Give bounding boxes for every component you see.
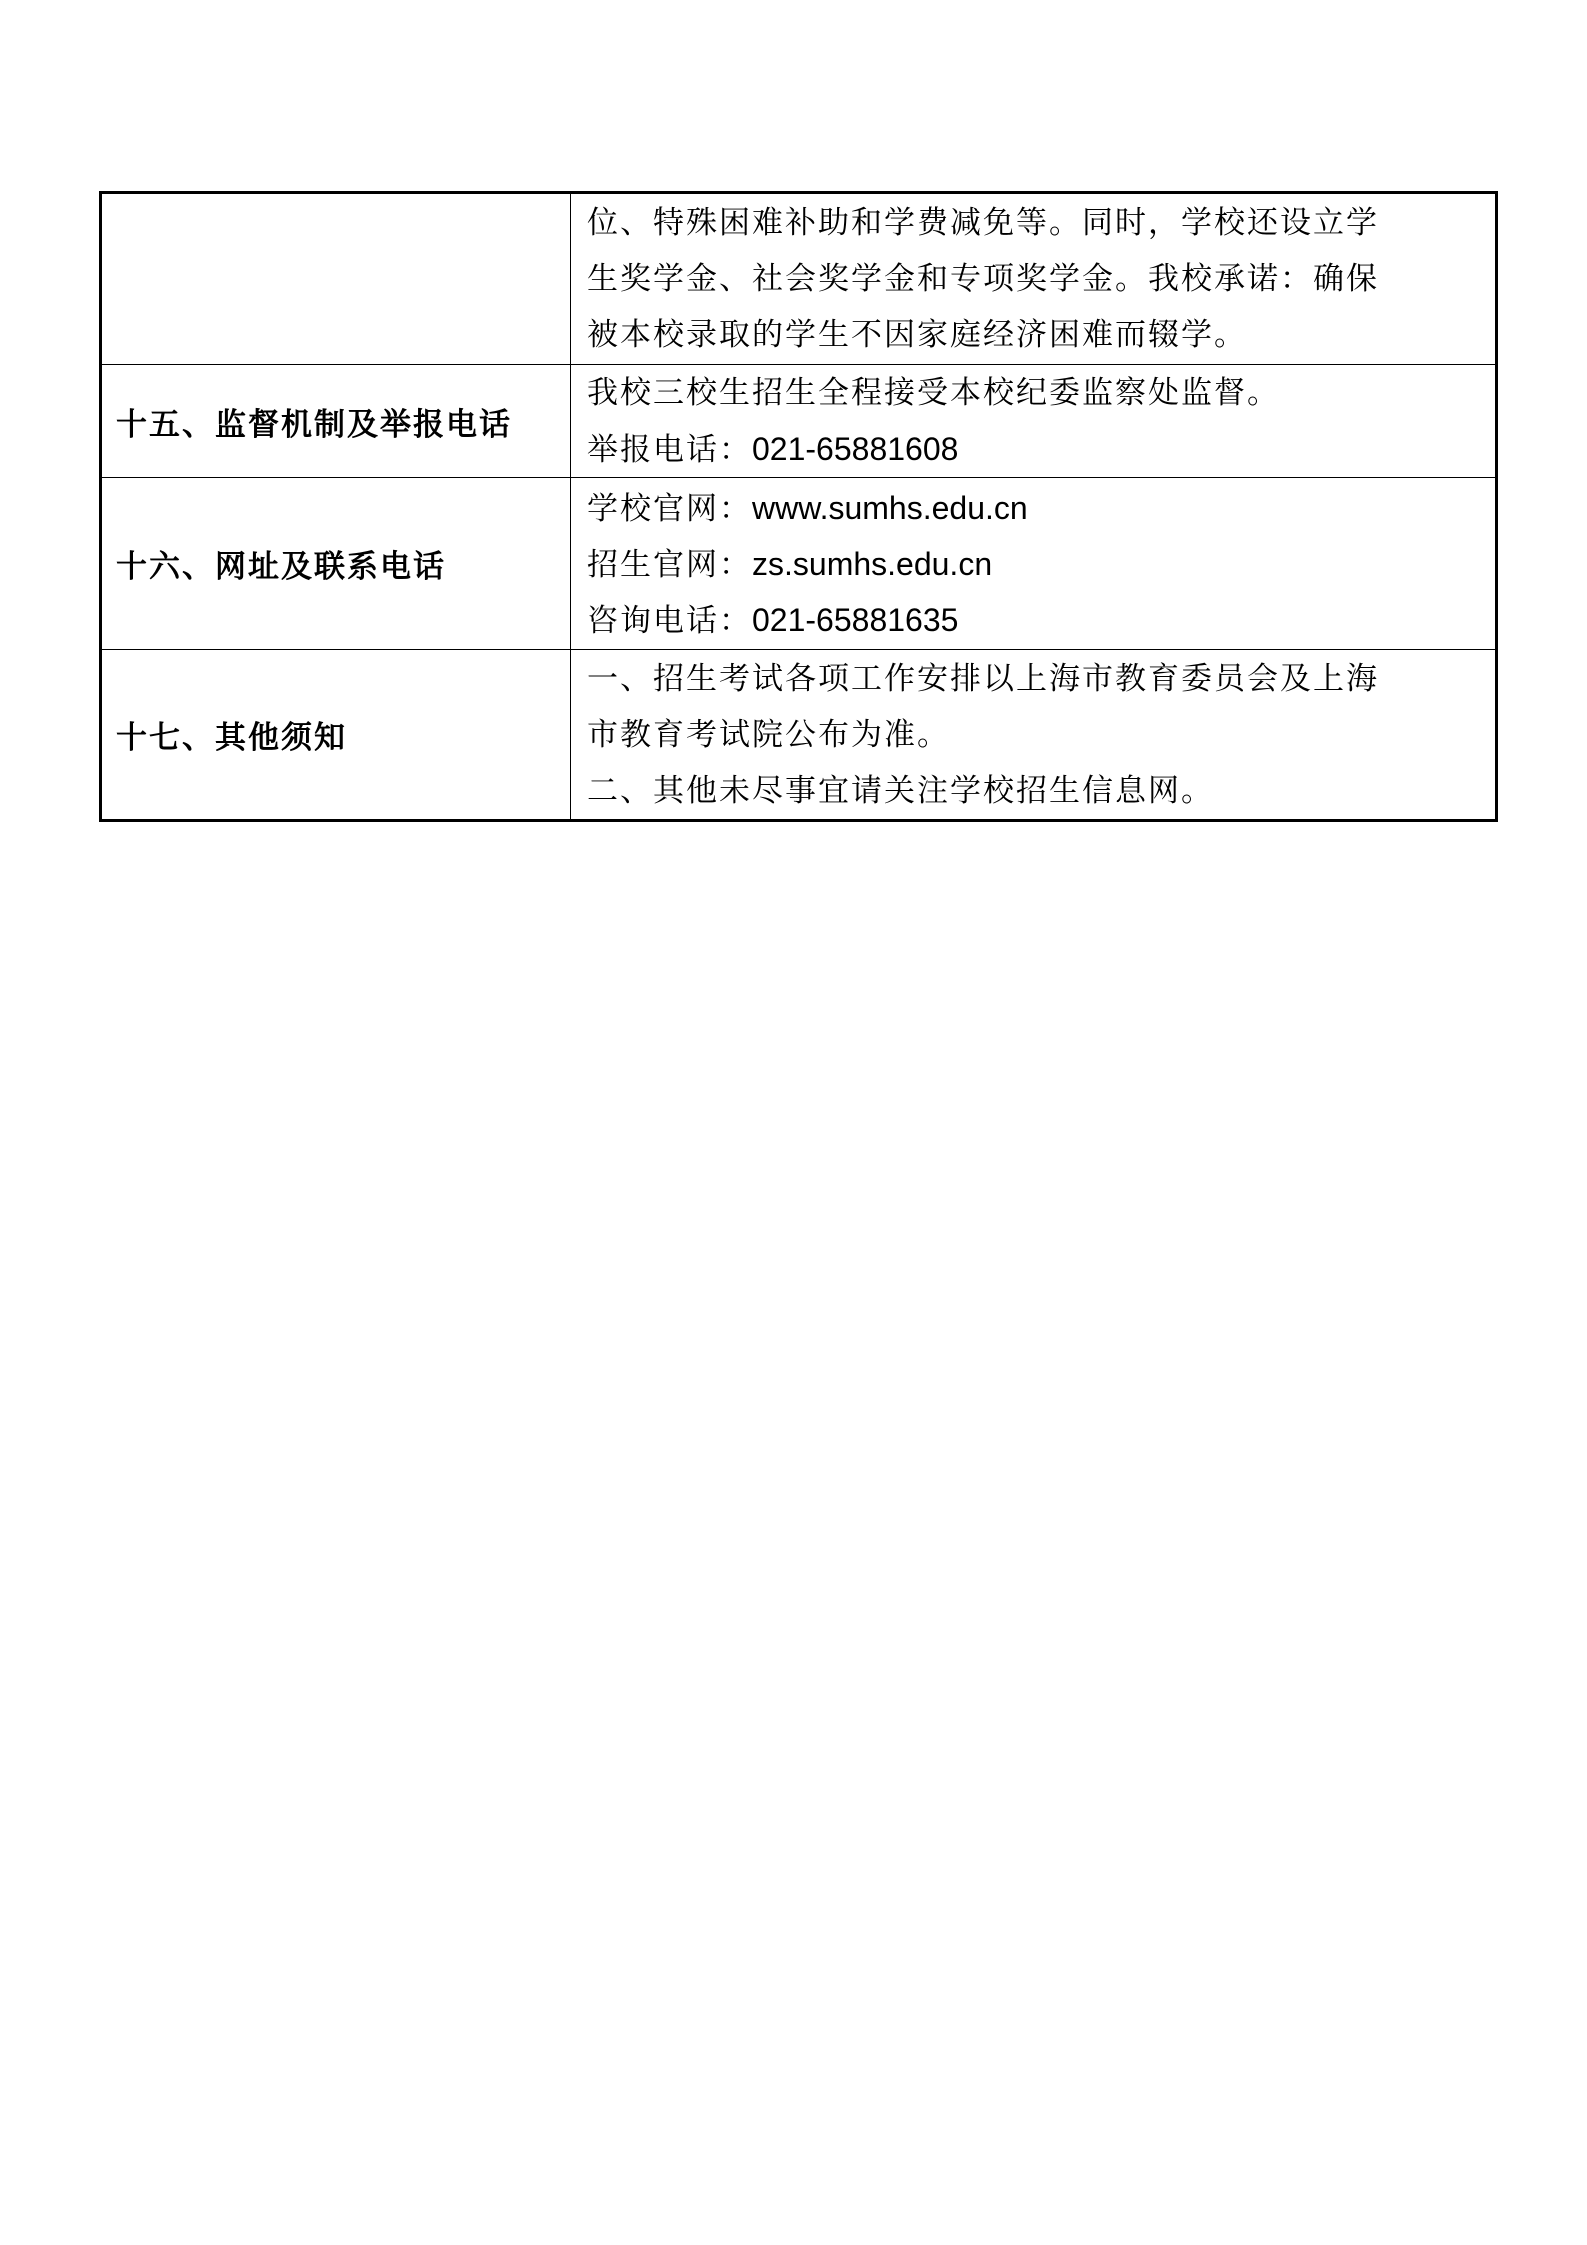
row-label: 十五、监督机制及举报电话 bbox=[101, 365, 571, 478]
report-phone-line bbox=[587, 421, 1485, 477]
table-row-financial-aid bbox=[101, 193, 1497, 365]
admissions-website-line bbox=[587, 536, 1485, 592]
content-line: 一、招生考试各项工作安排以上海市教育委员会及上海 bbox=[587, 660, 1379, 697]
content-line: 位、特殊困难补助和学费减免等。同时，学校还设立学 bbox=[587, 205, 1379, 241]
row-content bbox=[571, 478, 1497, 650]
content-line: 二、其他未尽事宜请关注学校招生信息网。 bbox=[587, 772, 1214, 809]
inquiry-phone-number: 021-65881635 bbox=[752, 601, 959, 638]
table-row-other-notes bbox=[101, 650, 1497, 821]
row-content bbox=[571, 193, 1497, 365]
content-line: 被本校录取的学生不因家庭经济困难而辍学。 bbox=[587, 317, 1247, 353]
inquiry-phone-line bbox=[587, 592, 1485, 648]
admissions-website-link[interactable]: zs.sumhs.edu.cn bbox=[752, 545, 993, 582]
school-website-label: 学校官网： bbox=[587, 490, 752, 527]
row-label: 十七、其他须知 bbox=[101, 650, 571, 821]
content-line: 生奖学金、社会奖学金和专项奖学金。我校承诺：确保 bbox=[587, 261, 1379, 297]
report-phone-number: 021-65881608 bbox=[752, 431, 959, 467]
content-line: 市教育考试院公布为准。 bbox=[587, 716, 950, 753]
admissions-info-table bbox=[99, 191, 1498, 822]
table-row-contact bbox=[101, 478, 1497, 650]
row-label: 十六、网址及联系电话 bbox=[101, 478, 571, 650]
table-row-supervision bbox=[101, 365, 1497, 478]
admissions-website-label: 招生官网： bbox=[587, 546, 752, 583]
report-phone-label: 举报电话： bbox=[587, 432, 752, 468]
content-line: 我校三校生招生全程接受本校纪委监察处监督。 bbox=[587, 375, 1280, 411]
row-label bbox=[101, 193, 571, 365]
inquiry-phone-label: 咨询电话： bbox=[587, 602, 752, 639]
school-website-link[interactable]: www.sumhs.edu.cn bbox=[752, 489, 1028, 526]
row-content bbox=[571, 650, 1497, 821]
school-website-line bbox=[587, 480, 1485, 536]
row-content bbox=[571, 365, 1497, 478]
